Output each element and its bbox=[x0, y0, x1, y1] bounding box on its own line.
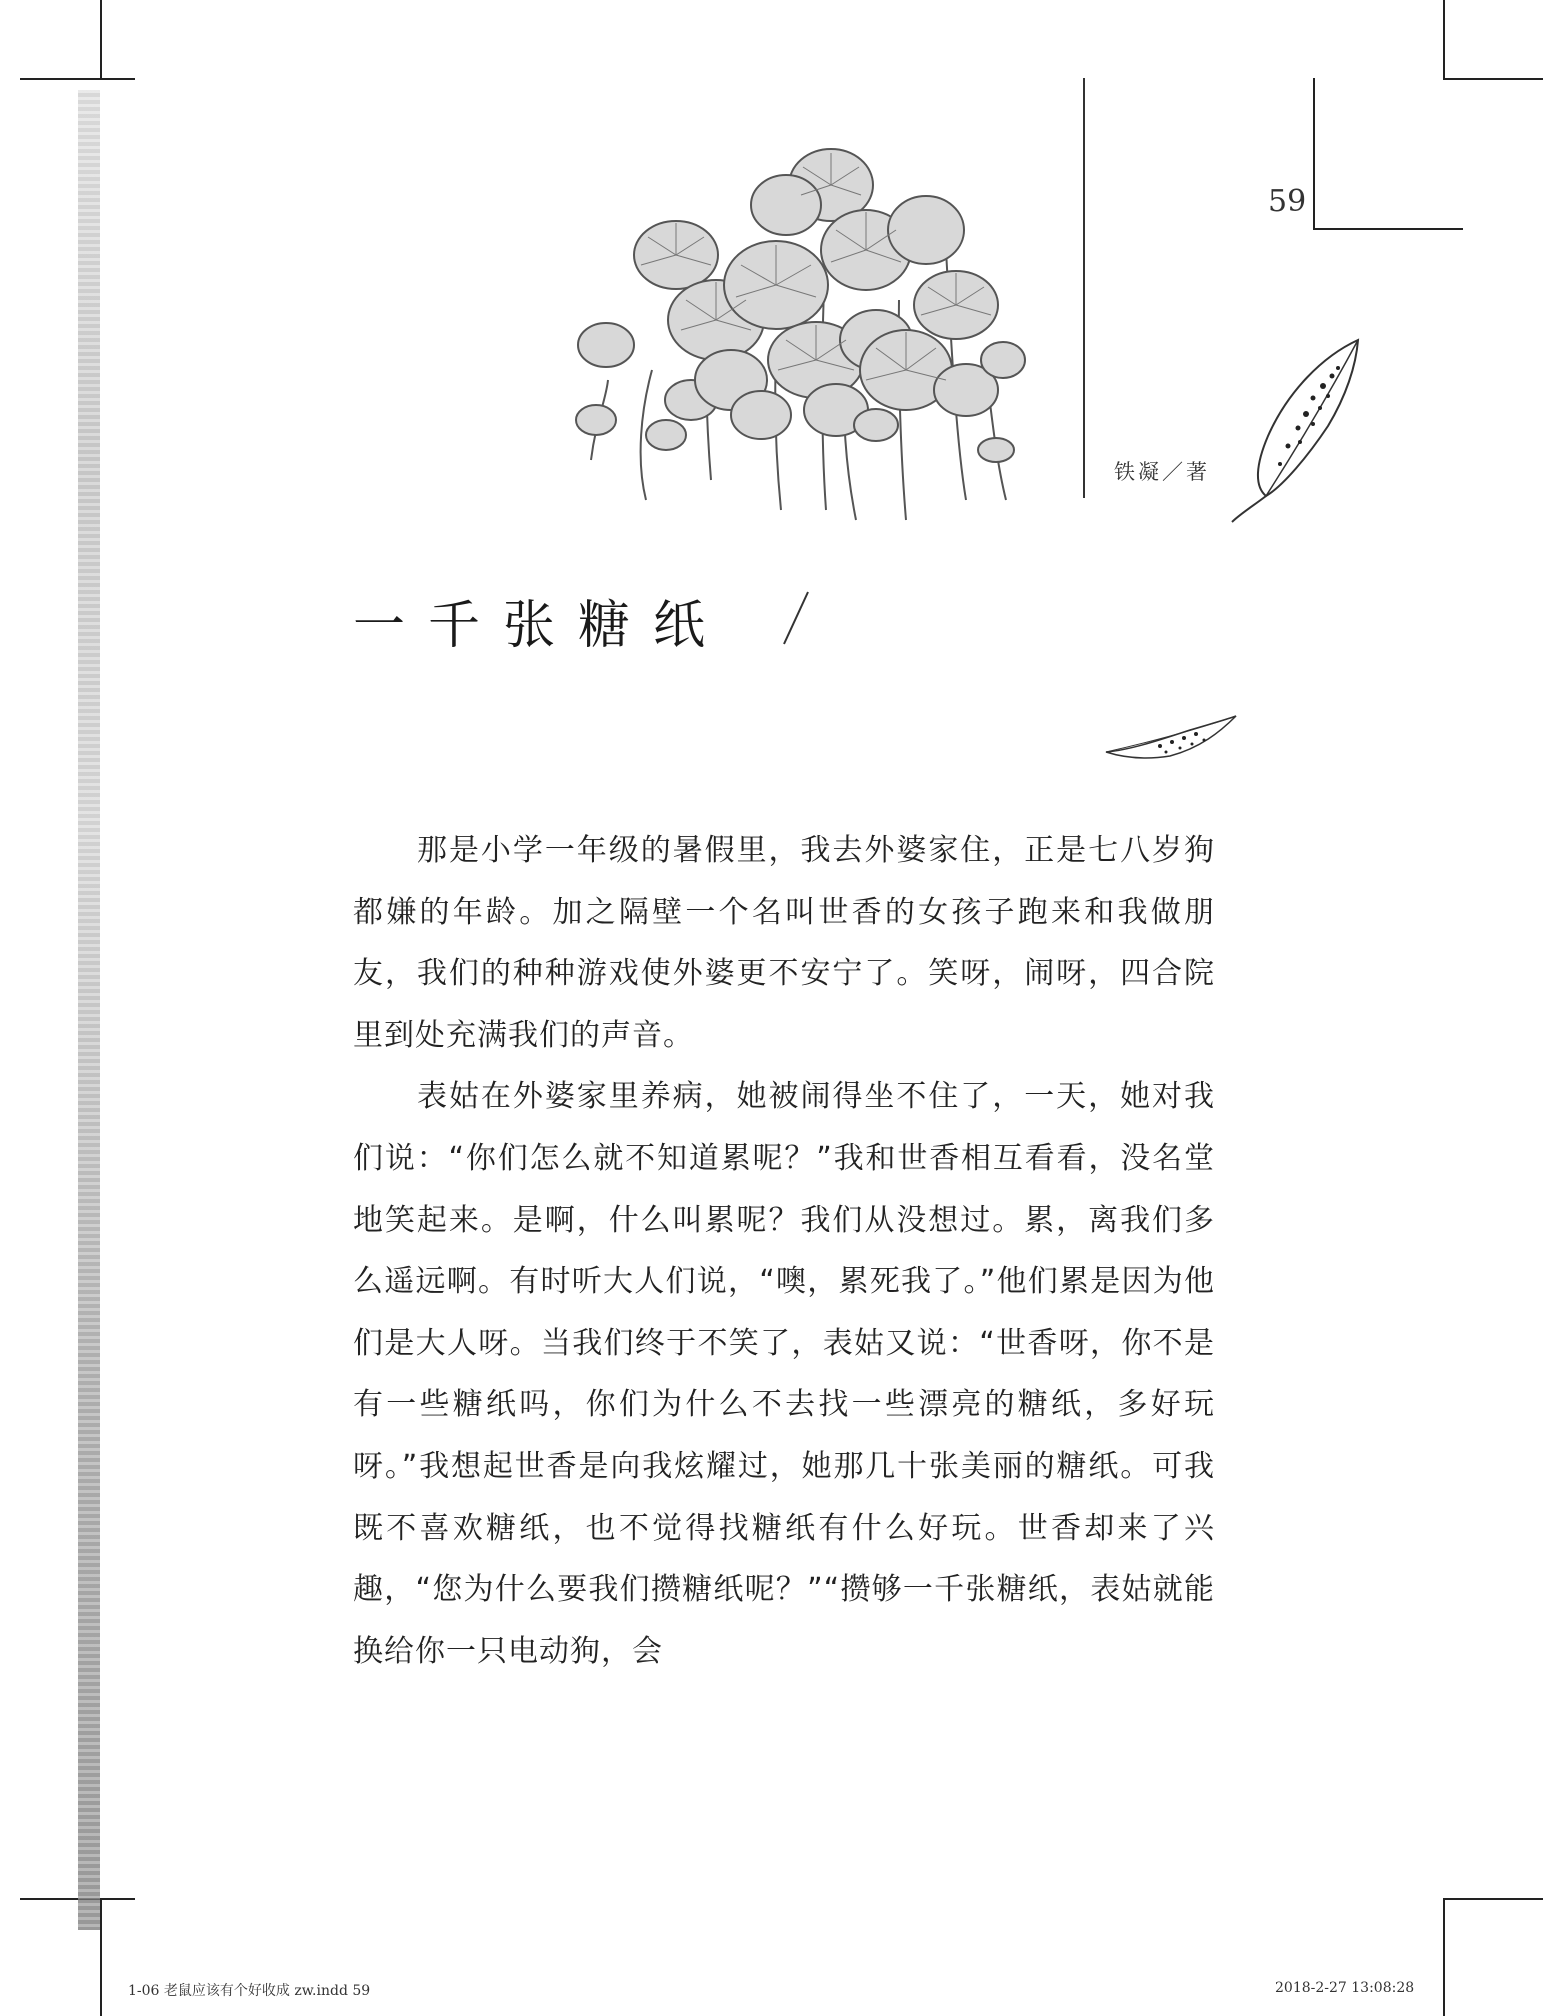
article-body bbox=[353, 820, 1215, 1682]
crop-mark bbox=[1443, 1898, 1543, 1900]
crop-mark bbox=[100, 1898, 102, 2016]
footer-timestamp: 2018-2-27 13:08:28 bbox=[1275, 1980, 1415, 1996]
feather-icon bbox=[1228, 336, 1368, 526]
decorative-side-strip bbox=[78, 90, 100, 1930]
header-divider-line bbox=[1083, 78, 1085, 498]
crop-mark bbox=[100, 0, 102, 78]
crop-mark bbox=[1313, 78, 1315, 228]
paragraph: 那是小学一年级的暑假里，我去外婆家住，正是七八岁狗都嫌的年龄。加之隔壁一个名叫世香的女孩子跑来和我做朋友，我们的种种游戏使外婆更不安宁了。笑呀，闹呀，四合院里到处充满我们的声音。 bbox=[353, 833, 1215, 1053]
page-number: 59 bbox=[1268, 184, 1307, 219]
author-byline: 铁凝／著 bbox=[1114, 460, 1210, 484]
footer-filename: 1-06 老鼠应该有个好收成 zw.indd 59 bbox=[128, 1983, 371, 1999]
crop-mark bbox=[1443, 78, 1543, 80]
small-feather-icon bbox=[1100, 712, 1240, 762]
crop-mark bbox=[1313, 228, 1463, 230]
crop-mark bbox=[1443, 0, 1445, 78]
article-title: 一千张糖纸 bbox=[353, 596, 729, 656]
title-slash-ornament bbox=[780, 588, 810, 648]
crop-mark bbox=[20, 78, 135, 80]
lotus-leaf-illustration bbox=[536, 80, 1066, 540]
crop-mark bbox=[1443, 1898, 1445, 2016]
paragraph: 表姑在外婆家里养病，她被闹得坐不住了，一天，她对我们说：“你们怎么就不知道累呢？”我和世香相互看看，没名堂地笑起来。是啊，什么叫累呢？我们从没想过。累，离我们多么遥远啊。有时听大人们说，“噢，累死我了。”他们累是因为他们是大人呀。当我们终于不笑了，表姑又说：“世香呀，你不是有一些糖纸吗，你们为什么不去找一些漂亮的糖纸，多好玩呀。”我想起世香是向我炫耀过，她那几十张美丽的糖纸。可我既不喜欢糖纸，也不觉得找糖纸有什么好玩。世香却来了兴趣，“您为什么要我们攒糖纸呢？”“攒够一千张糖纸，表姑就能换给你一只电动狗，会 bbox=[353, 1079, 1215, 1669]
